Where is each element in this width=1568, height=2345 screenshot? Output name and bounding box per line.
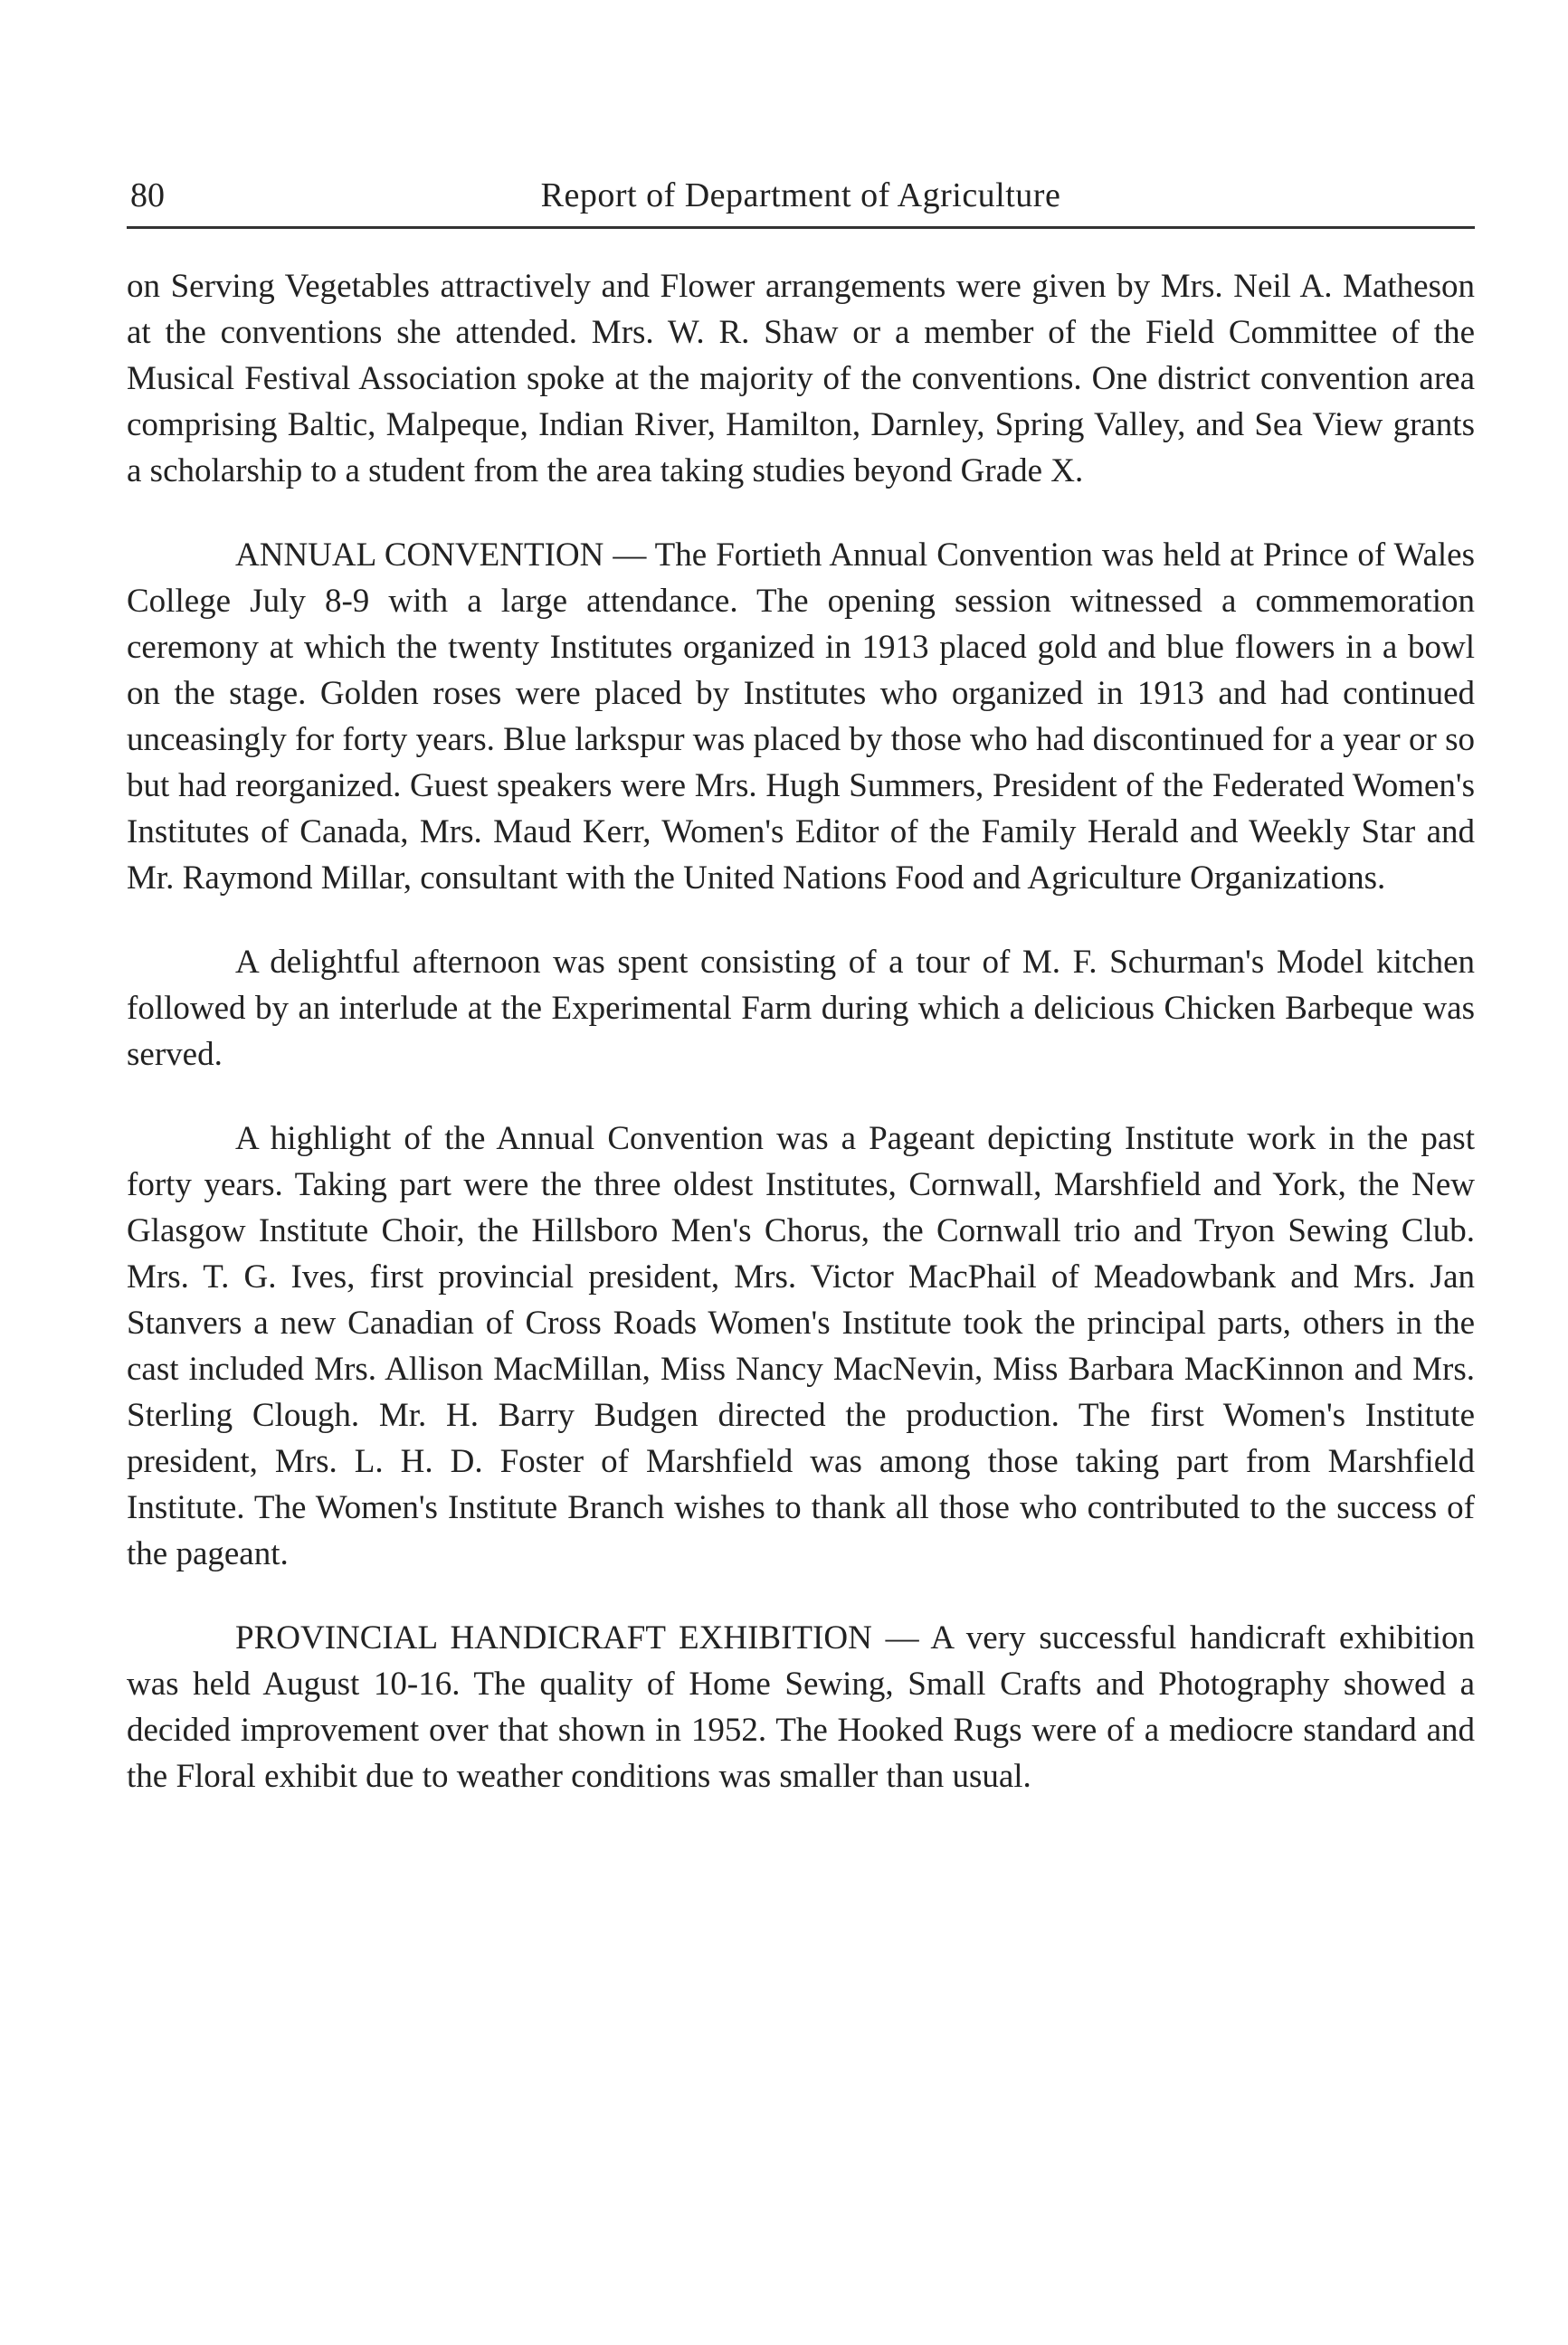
paragraph-annual-convention: ANNUAL CONVENTION — The Fortieth Annual Convention was held at Prince of Wales College July 8-9 with a large attendance. The opening session witnessed a commemoration ceremony at which the twenty Institutes organized in 1913 placed gold and blue flowers in a bowl on the stage. Golden roses were placed by Institutes who organized in 1913 and had continued unceasingly for forty years. Blue larkspur was placed by those who had discontinued for a year or so but had reorganized. Guest speakers were Mrs. Hugh Summers, President of the Federated Women's Institutes of Canada, Mrs. Maud Kerr, Women's Editor of the Family Herald and Weekly Star and Mr. Raymond Millar, consultant with the United Nations Food and Agriculture Organizations. — [127, 536, 1475, 897]
paragraph-pageant: A highlight of the Annual Convention was a Pageant depicting Institute work in the past forty years. Taking part were the three oldest Institutes, Cornwall, Marshfield and York, the New Glasgow Institute Choir, the Hillsboro Men's Chorus, the Cornwall trio and Tryon Sewing Club. Mrs. T. G. Ives, first provincial president, Mrs. Victor MacPhail of Meadowbank and Mrs. Jan Stanvers a new Canadian of Cross Roads Women's Institute took the principal parts, others in the cast included Mrs. Allison MacMillan, Miss Nancy MacNevin, Miss Barbara MacKinnon and Mrs. Sterling Clough. Mr. H. Barry Budgen directed the production. The first Women's Institute president, Mrs. L. H. D. Foster of Marshfield was among those taking part from Marshfield Institute. The Women's Institute Branch wishes to thank all those who contributed to the success of the pageant. — [127, 1120, 1475, 1572]
paragraph-continuation: on Serving Vegetables attractively and Flower arrangements were given by Mrs. Neil A. Matheson at the conventions she attended. Mrs. W. R. Shaw or a member of the Field Committee of the Musical Festival Association spoke at the majority of the conventions. One district convention area comprising Baltic, Malpeque, Indian River, Hamilton, Darnley, Spring Valley, and Sea View grants a scholarship to a student from the area taking studies beyond Grade X. — [127, 268, 1475, 489]
document-page — [127, 163, 1475, 1799]
running-head: Report of Department of Agriculture — [540, 176, 1061, 214]
paragraph-afternoon-tour: A delightful afternoon was spent consisting of a tour of M. F. Schurman's Model kitchen followed by an interlude at the Experimental Farm during which a delicious Chicken Barbeque was served. — [127, 944, 1475, 1073]
paragraph-handicraft-exhibition: PROVINCIAL HANDICRAFT EXHIBITION — A very successful handicraft exhibition was held August 10-16. The quality of Home Sewing, Small Crafts and Photography showed a decided improvement over that shown in 1952. The Hooked Rugs were of a mediocre standard and the Floral exhibit due to weather conditions was smaller than usual. — [127, 1619, 1475, 1795]
page-number: 80 — [130, 176, 165, 214]
body-text — [127, 263, 1475, 1799]
page-header — [127, 163, 1475, 229]
